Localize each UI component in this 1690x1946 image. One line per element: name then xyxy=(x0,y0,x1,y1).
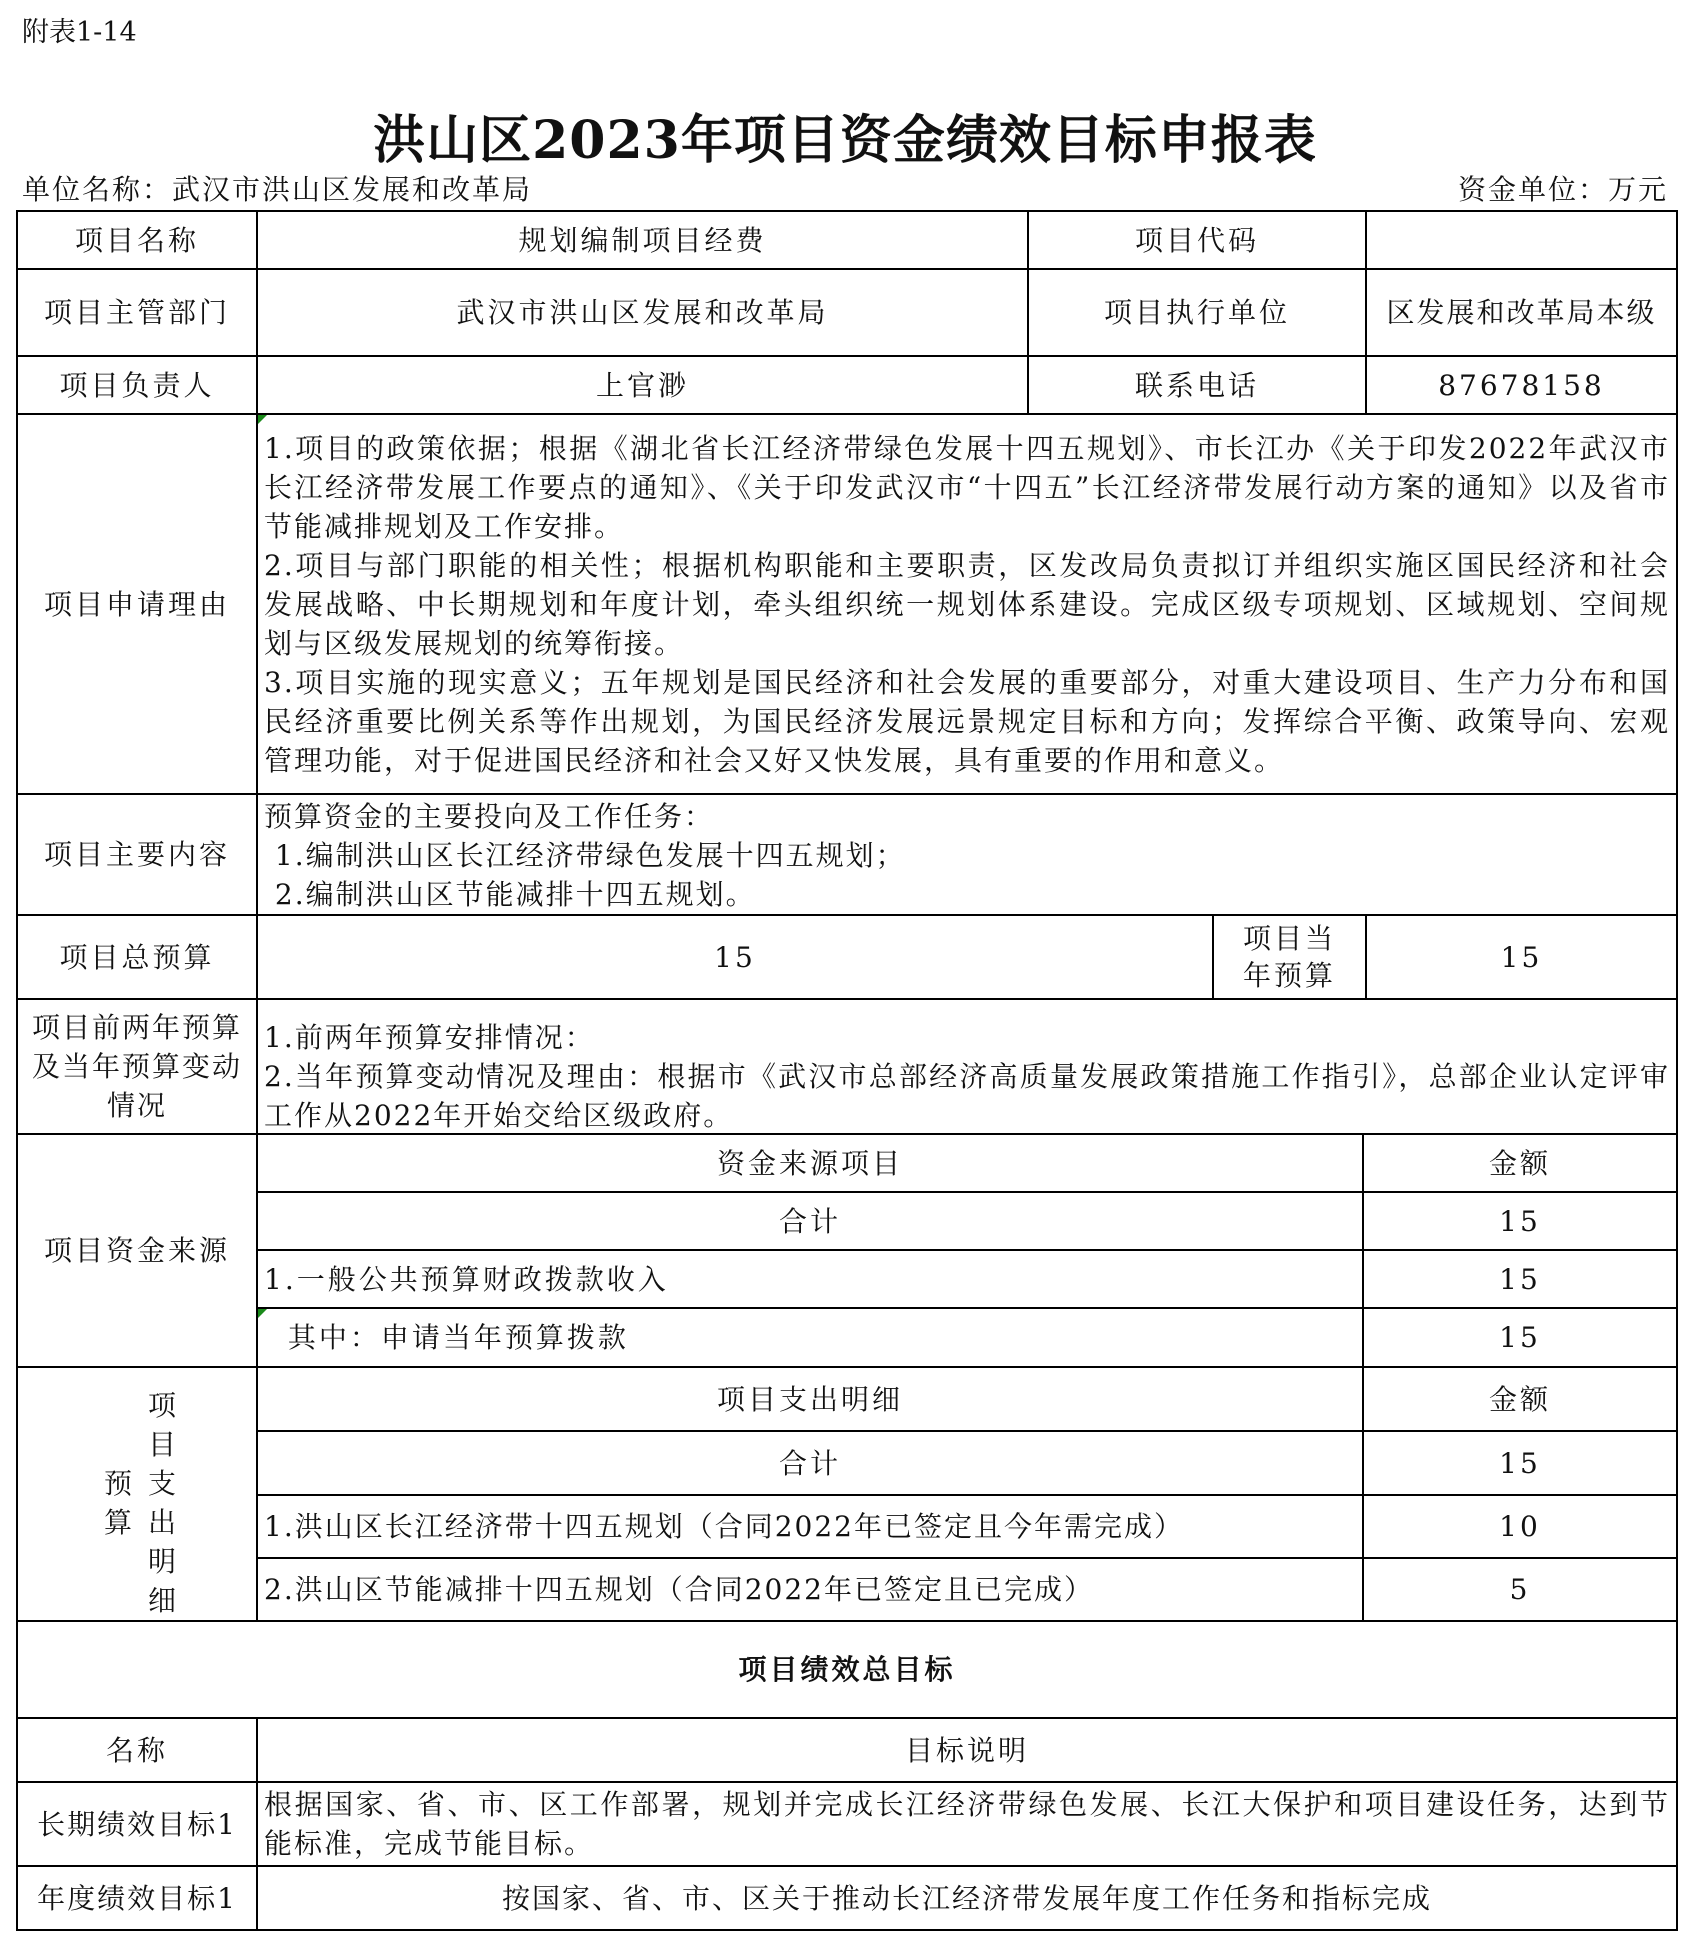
funding-row-amount: 15 xyxy=(1362,1191,1678,1251)
funding-row-amount: 15 xyxy=(1362,1249,1678,1309)
budget-change-label: 项目前两年预算及当年预算变动情况 xyxy=(16,998,258,1135)
vertical-label-char: 支 xyxy=(147,1467,176,1500)
total-budget-label: 项目总预算 xyxy=(16,914,258,1000)
dept-label: 项目主管部门 xyxy=(16,268,258,357)
unit-name: 单位名称：武汉市洪山区发展和改革局 xyxy=(22,173,533,206)
expense-header-item: 项目支出明细 xyxy=(256,1366,1364,1432)
expense-row-item: 1.洪山区长江经济带十四五规划（合同2022年已签定且今年需完成） xyxy=(256,1494,1364,1559)
currency-unit: 资金单位：万元 xyxy=(1457,173,1668,206)
expense-detail-label xyxy=(16,1366,258,1622)
funding-row-item: 合计 xyxy=(256,1191,1364,1251)
vertical-label-char: 出 xyxy=(147,1506,176,1539)
performance-row-desc: 按国家、省、市、区关于推动长江经济带发展年度工作任务和指标完成 xyxy=(256,1865,1678,1931)
budget-change-line: 1.前两年预算安排情况： xyxy=(264,1021,595,1054)
project-code-value xyxy=(1365,210,1678,270)
funding-row-amount: 15 xyxy=(1362,1307,1678,1368)
leader-value: 上官渺 xyxy=(256,355,1029,415)
leader-label: 项目负责人 xyxy=(16,355,258,415)
exec-unit-label: 项目执行单位 xyxy=(1027,268,1367,357)
expense-detail-label-right xyxy=(145,1386,179,1620)
exec-unit-value: 区发展和改革局本级 xyxy=(1365,268,1678,357)
reason-paragraph: 3.项目实施的现实意义；五年规划是国民经济和社会发展的重要部分，对重大建设项目、生产力分布和国民经济重要比例关系等作出规划，为国民经济发展远景规定目标和方向；发挥综合平衡、政策导向、宏观管理功能，对于促进国民经济和社会又好又快发展，具有重要的作用和意义。 xyxy=(264,666,1670,777)
expense-row-amount: 5 xyxy=(1362,1557,1678,1622)
reason-paragraph: 2.项目与部门职能的相关性；根据机构职能和主要职责，区发改局负责拟订并组织实施区国民经济和社会发展战略、中长期规划和年度计划，牵头组织统一规划体系建设。完成区级专项规划、区域规划、空间规划与区级发展规划的统筹衔接。 xyxy=(264,549,1670,660)
reason-content xyxy=(256,413,1678,795)
vertical-label-char: 目 xyxy=(147,1428,176,1461)
reason-label: 项目申请理由 xyxy=(16,413,258,795)
vertical-label-char: 预 xyxy=(103,1467,132,1500)
current-year-budget-value: 15 xyxy=(1365,914,1678,1000)
project-code-label: 项目代码 xyxy=(1027,210,1367,270)
comment-indicator-icon xyxy=(258,1309,267,1318)
performance-row-name: 年度绩效目标1 xyxy=(16,1865,258,1931)
total-budget-value: 15 xyxy=(256,914,1214,1000)
reason-paragraph: 1.项目的政策依据；根据《湖北省长江经济带绿色发展十四五规划》、市长江办《关于印发2022年武汉市长江经济带发展工作要点的通知》、《关于印发武汉市“十四五”长江经济带发展行动方案的通知》以及省市节能减排规划及工作安排。 xyxy=(264,432,1670,543)
performance-header-desc: 目标说明 xyxy=(256,1717,1678,1783)
performance-row-name: 长期绩效目标1 xyxy=(16,1781,258,1867)
phone-value: 87678158 xyxy=(1365,355,1678,415)
funding-row-item: 其中：申请当年预算拨款 xyxy=(256,1307,1364,1368)
page-title: 洪山区2023年项目资金绩效目标申报表 xyxy=(373,110,1317,171)
performance-row-desc: 根据国家、省、市、区工作部署，规划并完成长江经济带绿色发展、长江大保护和项目建设任务，达到节能标准，完成节能目标。 xyxy=(256,1781,1678,1867)
funding-row-item: 1.一般公共预算财政拨款收入 xyxy=(256,1249,1364,1309)
budget-change-line: 2.当年预算变动情况及理由：根据市《武汉市总部经济高质量发展政策措施工作指引》，总部企业认定评审工作从2022年开始交给区级政府。 xyxy=(264,1060,1670,1132)
main-content-line: 1.编制洪山区长江经济带绿色发展十四五规划； xyxy=(264,839,906,872)
dept-value: 武汉市洪山区发展和改革局 xyxy=(256,268,1029,357)
expense-row-item: 2.洪山区节能减排十四五规划（合同2022年已签定且已完成） xyxy=(256,1557,1364,1622)
comment-indicator-icon xyxy=(258,415,267,424)
phone-label: 联系电话 xyxy=(1027,355,1367,415)
main-content-value xyxy=(256,793,1678,916)
expense-detail-label-left xyxy=(101,1464,135,1542)
vertical-label-char: 细 xyxy=(147,1584,176,1617)
vertical-label-char: 算 xyxy=(103,1506,132,1539)
performance-section-title: 项目绩效总目标 xyxy=(16,1620,1678,1719)
vertical-label-char: 明 xyxy=(147,1545,176,1578)
project-name-label: 项目名称 xyxy=(16,210,258,270)
expense-row-item: 合计 xyxy=(256,1430,1364,1496)
current-year-budget-label: 项目当年预算 xyxy=(1212,914,1367,1000)
project-name-value: 规划编制项目经费 xyxy=(256,210,1029,270)
funding-header-amount: 金额 xyxy=(1362,1133,1678,1193)
budget-change-value xyxy=(256,998,1678,1135)
annex-label: 附表1-14 xyxy=(22,17,137,48)
main-content-line: 2.编制洪山区节能减排十四五规划。 xyxy=(264,878,756,911)
funding-source-label: 项目资金来源 xyxy=(16,1133,258,1368)
main-content-line: 预算资金的主要投向及工作任务： xyxy=(264,800,715,833)
expense-header-amount: 金额 xyxy=(1362,1366,1678,1432)
performance-header-name: 名称 xyxy=(16,1717,258,1783)
vertical-label-char: 项 xyxy=(147,1389,176,1422)
main-content-label: 项目主要内容 xyxy=(16,793,258,916)
expense-row-amount: 10 xyxy=(1362,1494,1678,1559)
funding-header-item: 资金来源项目 xyxy=(256,1133,1364,1193)
expense-row-amount: 15 xyxy=(1362,1430,1678,1496)
